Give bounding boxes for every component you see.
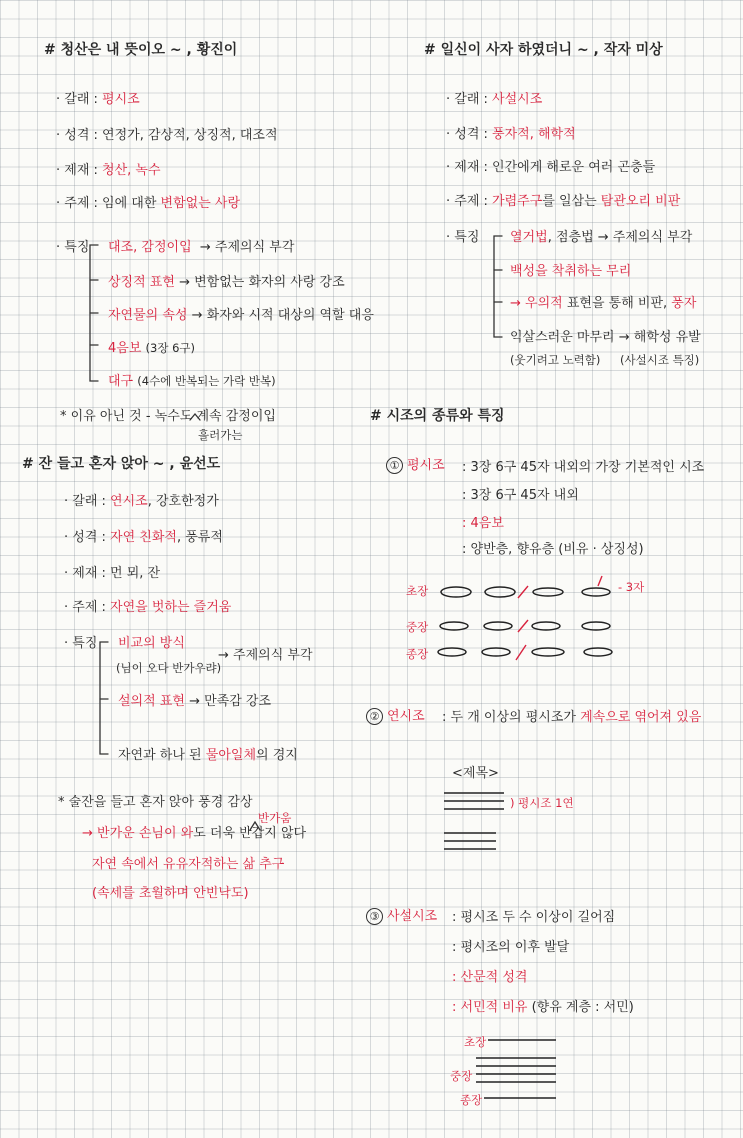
sec1-material: · 제재 : 청산, 녹수 (56, 163, 161, 178)
type-2-title-label: <제목> (452, 766, 499, 781)
sec1-feature-bracket-ticks (90, 280, 98, 345)
sec1-feature-3: 자연물의 속성 → 화자와 시적 대상의 역할 대응 (108, 308, 374, 323)
type-3-desc: : 평시조 두 수 이상이 길어짐 (452, 910, 616, 925)
sec2-feature-3: 자연과 하나 된 물아일체의 경지 (118, 748, 298, 763)
type-2-heading: ② 연시조 (366, 708, 425, 725)
r-sec2-title: # 시조의 종류와 특징 (370, 408, 505, 424)
r-sec1-feature-4-note2: (사설시조 특징) (620, 353, 700, 367)
sec2-feature-2: 설의적 표현 → 만족감 강조 (118, 694, 272, 709)
sec2-note-4: (속세를 초월하며 안빈낙도) (92, 886, 249, 901)
diagram-cell (485, 587, 515, 597)
r-sec1-feature-label: · 특징 (446, 230, 480, 245)
sec2-feature-1-result: → 주제의식 부각 (218, 648, 313, 663)
r-sec1-feature-bracket (494, 236, 502, 337)
type-1-sub2: : 4음보 (462, 516, 504, 531)
type-1-sub1: : 3장 6구 45자 내외 (462, 488, 579, 503)
sec2-theme: · 주제 : 자연을 벗하는 즐거움 (64, 600, 232, 615)
diagram-cell (582, 622, 610, 630)
sec2-note-1: * 술잔을 들고 혼자 앉아 풍경 감상 (58, 795, 253, 810)
diagram-cell (582, 588, 610, 596)
diagram-row-1-label: 초장 (406, 584, 429, 598)
sec1-feature-label: · 특징 (56, 240, 90, 255)
sec1-theme: · 주제 : 임에 대한 변함없는 사랑 (56, 196, 241, 211)
type-3-sub1: : 평시조의 이후 발달 (452, 940, 570, 955)
r-sec1-feature-1: 열거법, 점층법 → 주제의식 부각 (510, 230, 693, 245)
yeonsijo-diagram (444, 793, 504, 849)
r-sec1-feature-bracket-tick (494, 270, 502, 302)
sec2-feature-1-note: (님이 오다 반가우랴) (116, 661, 222, 675)
sec2-character: · 성격 : 자연 친화적, 풍류적 (64, 530, 223, 545)
diagram-cell (532, 648, 564, 656)
diagram-row-3-label: 종장 (406, 647, 429, 661)
type-3-heading: ③ 사설시조 (366, 908, 437, 925)
sec2-feature-1: 비교의 방식 (118, 636, 185, 651)
sec2-genre: · 갈래 : 연시조, 강호한정가 (64, 494, 219, 509)
diagram3-row-3-label: 종장 (460, 1093, 483, 1107)
sec1-feature-5: 대구 (4수에 반복되는 가락 반복) (108, 374, 276, 389)
type-3-sub3: : 서민적 비유 (향유 계층 : 서민) (452, 1000, 634, 1015)
type-1-heading: ① 평시조 (386, 457, 445, 474)
r-sec1-genre: · 갈래 : 사설시조 (446, 92, 543, 107)
type-3-sub2: : 산문적 성격 (452, 970, 528, 985)
diagram-cell (533, 588, 563, 596)
diagram-row-2-label: 중장 (406, 620, 429, 634)
diagram-cell (532, 622, 560, 630)
sec1-genre: · 갈래 : 평시조 (56, 92, 140, 107)
diagram-cell (484, 622, 512, 630)
r-sec1-theme: · 주제 : 가렴주구를 일삼는 탐관오리 비판 (446, 194, 681, 209)
diagram-divider (516, 586, 528, 660)
sec2-material: · 제재 : 먼 뫼, 잔 (64, 566, 161, 581)
diagram-cell (441, 587, 471, 597)
sec1-note-small: 흘러가는 (198, 428, 243, 442)
r-sec1-material: · 제재 : 인간에게 해로운 여러 곤충들 (446, 160, 656, 175)
sec2-title: # 잔 들고 혼자 앉아 ~ , 윤선도 (22, 456, 221, 472)
r-sec1-feature-3: → 우의적 표현을 통해 비판, 풍자 (510, 296, 697, 311)
diagram3-row-2-label: 중장 (450, 1069, 473, 1083)
sec2-feature-bracket (100, 642, 108, 754)
r-sec1-feature-4-note: (웃기려고 노력함) (510, 353, 601, 367)
diagram3-row-1-label: 초장 (464, 1035, 487, 1049)
r-sec1-feature-2: 백성을 착취하는 무리 (510, 264, 632, 279)
diagram-mark: - 3자 (618, 580, 645, 594)
sec1-note: * 이유 아닌 것 - 녹수도 계속 감정이입 (60, 409, 276, 424)
type-2-mark: ) 평시조 1연 (510, 796, 574, 810)
saseolsijo-diagram (476, 1040, 556, 1098)
sec1-feature-4: 4음보 (3장 6구) (108, 341, 196, 356)
sec2-note-2-insert: 반가움 (258, 811, 292, 825)
sec2-feature-label: · 특징 (64, 636, 98, 651)
sec2-note-3: 자연 속에서 유유자적하는 삶 추구 (92, 857, 285, 872)
diagram-cell (438, 648, 466, 656)
r-sec1-character: · 성격 : 풍자적, 해학적 (446, 127, 576, 142)
sec1-note-caret (190, 414, 200, 420)
diagram-cell (584, 648, 612, 656)
type-1-desc: : 3장 6구 45자 내외의 가장 기본적인 시조 (462, 460, 705, 475)
diagram-cell (440, 622, 468, 630)
sec2-note-caret (250, 822, 260, 830)
sec2-note-2: → 반가운 손님이 와도 더욱 반갑지 않다 (82, 826, 307, 841)
sec1-title: # 청산은 내 뜻이오 ~ , 황진이 (44, 42, 238, 58)
sec1-feature-1: 대조, 감정이입 → 주제의식 부각 (108, 240, 295, 255)
r-sec1-title: # 일신이 사자 하였더니 ~ , 작자 미상 (424, 42, 663, 58)
sec1-character: · 성격 : 연정가, 감상적, 상징적, 대조적 (56, 128, 278, 143)
sec1-feature-2: 상징적 표현 → 변함없는 화자의 사랑 강조 (108, 275, 345, 290)
diagram-mark-arrow (598, 576, 602, 586)
diagram-cell (482, 648, 510, 656)
type-1-sub3: : 양반층, 향유층 (비유 · 상징성) (462, 542, 644, 557)
type-2-desc: : 두 개 이상의 평시조가 계속으로 엮어져 있음 (442, 710, 702, 725)
r-sec1-feature-4: 익살스러운 마무리 → 해학성 유발 (510, 330, 701, 345)
